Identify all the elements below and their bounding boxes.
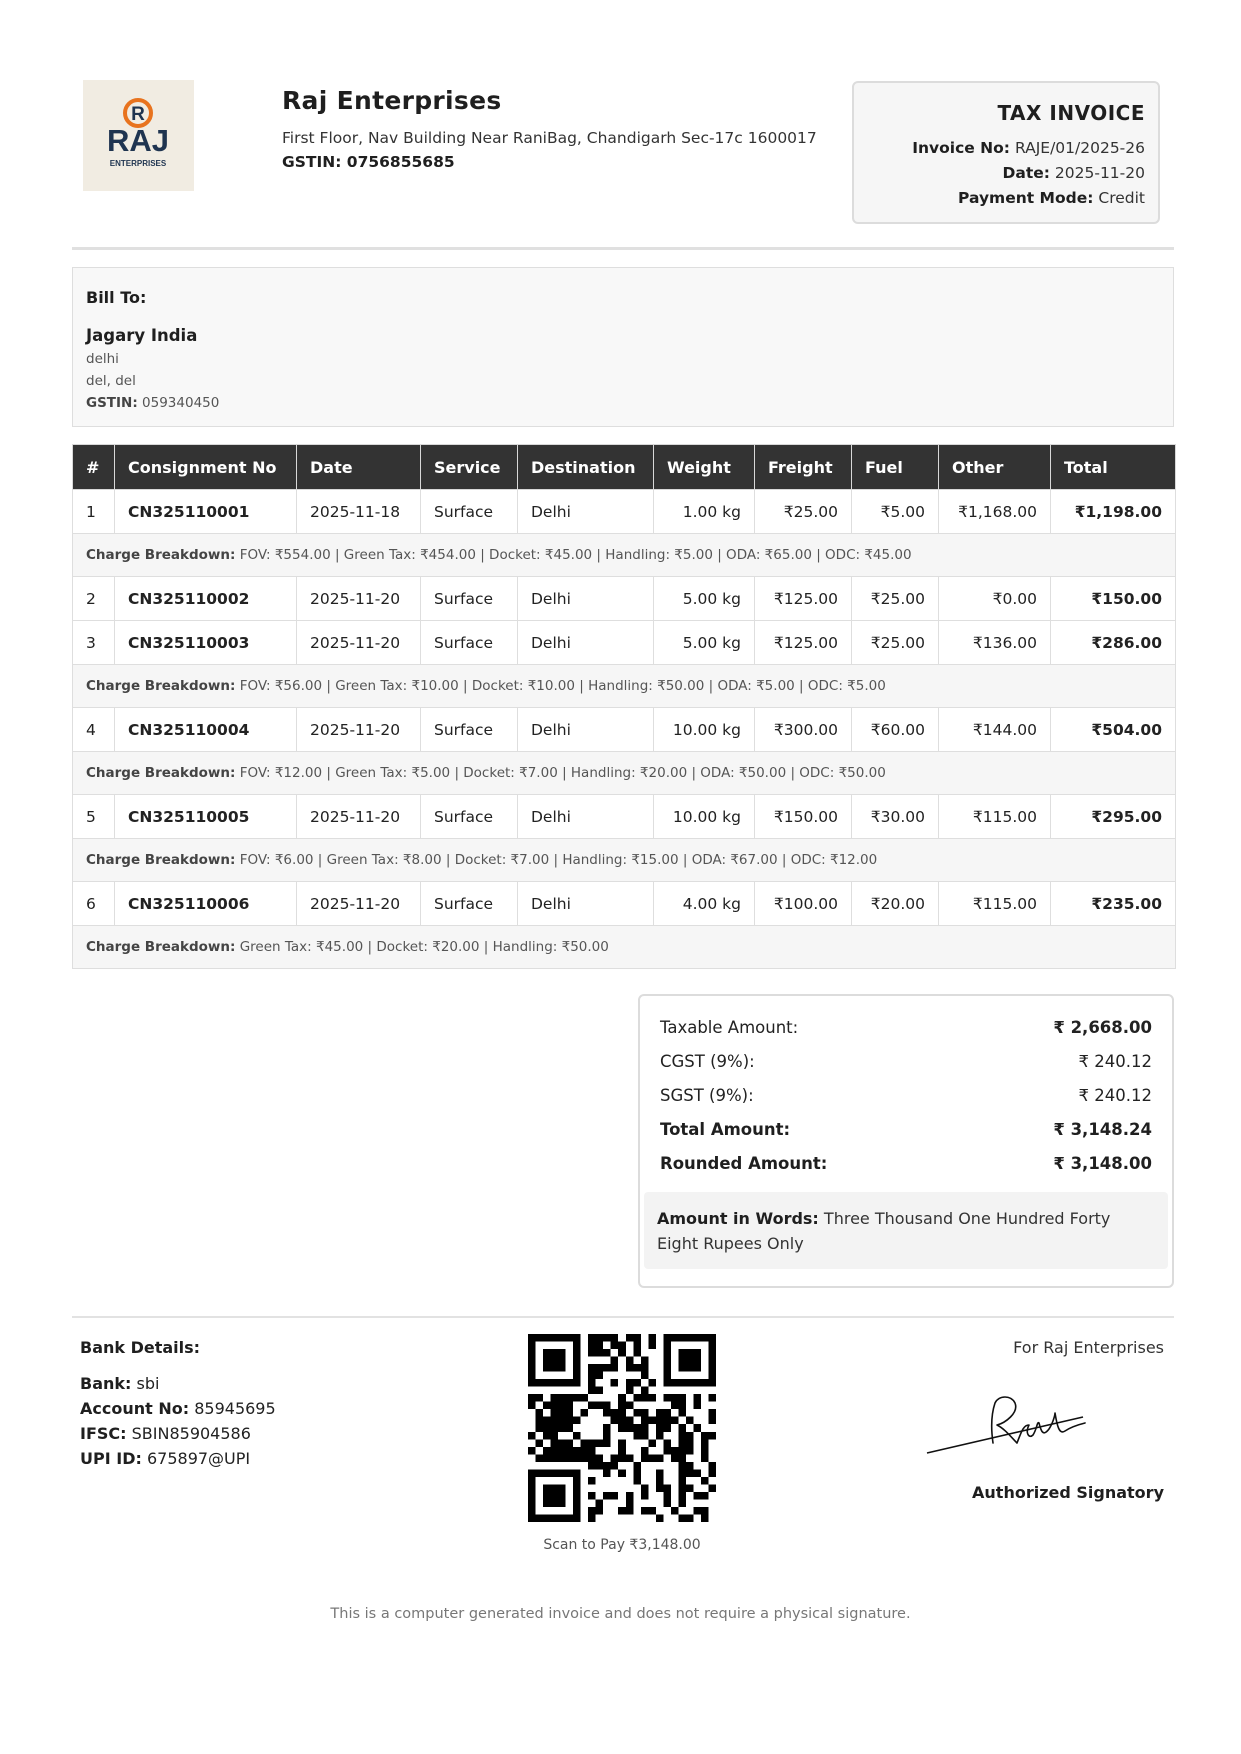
col-header-consignment: Consignment No: [115, 445, 297, 490]
bank-ifsc-label: IFSC:: [80, 1424, 127, 1443]
cell-total: ₹235.00: [1051, 882, 1176, 926]
rounded-value: ₹ 3,148.00: [1053, 1153, 1152, 1173]
amount-in-words-label: Amount in Words:: [657, 1209, 819, 1228]
table-row: [73, 882, 1176, 926]
cell-weight: 4.00 kg: [654, 882, 755, 926]
invoice-number-label: Invoice No:: [912, 139, 1011, 157]
cell-destination: Delhi: [518, 490, 654, 534]
cell-index: 3: [73, 621, 115, 665]
cell-date: 2025-11-18: [297, 490, 421, 534]
cell-date: 2025-11-20: [297, 708, 421, 752]
invoice-meta-box: [852, 81, 1160, 224]
table-row: [73, 577, 1176, 621]
consignment-table: [72, 444, 1176, 969]
cell-fuel: ₹25.00: [852, 577, 939, 621]
cell-destination: Delhi: [518, 621, 654, 665]
cell-total: ₹295.00: [1051, 795, 1176, 839]
col-header-weight: Weight: [654, 445, 755, 490]
cell-weight: 10.00 kg: [654, 708, 755, 752]
cell-service: Surface: [421, 577, 518, 621]
col-header-service: Service: [421, 445, 518, 490]
cell-other: ₹115.00: [939, 795, 1051, 839]
cell-service: Surface: [421, 708, 518, 752]
table-row: [73, 490, 1176, 534]
breakdown-row: [73, 839, 1176, 882]
breakdown-cell: [73, 665, 1176, 708]
table-header-row: [73, 445, 1176, 490]
cell-date: 2025-11-20: [297, 795, 421, 839]
cell-index: 5: [73, 795, 115, 839]
breakdown-text: FOV: ₹12.00 | Green Tax: ₹5.00 | Docket: ₹7.00 | Handling: ₹20.00 | ODA: ₹50.00 | ODC: ₹50.00: [239, 765, 886, 781]
breakdown-label: Charge Breakdown:: [86, 678, 236, 694]
cell-destination: Delhi: [518, 795, 654, 839]
payment-mode-label: Payment Mode:: [958, 189, 1094, 207]
cell-destination: Delhi: [518, 708, 654, 752]
footer-note: This is a computer generated invoice and does not require a physical signature.: [330, 1606, 911, 1622]
cell-freight: ₹125.00: [755, 621, 852, 665]
company-address: First Floor, Nav Building Near RaniBag, Chandigarh Sec-17c 1600017: [282, 129, 817, 147]
footer-divider: [72, 1316, 1174, 1318]
company-gstin: GSTIN: 0756855685: [282, 153, 455, 171]
breakdown-label: Charge Breakdown:: [86, 852, 236, 868]
totals-box: [638, 994, 1174, 1288]
cell-consignment: CN325110006: [115, 882, 297, 926]
signature-company: For Raj Enterprises: [1013, 1338, 1164, 1357]
col-header-index: #: [73, 445, 115, 490]
cell-destination: Delhi: [518, 882, 654, 926]
amount-in-words-value: Three Thousand One Hundred Forty Eight Rupees Only: [657, 1209, 1111, 1253]
cell-service: Surface: [421, 882, 518, 926]
cell-service: Surface: [421, 490, 518, 534]
breakdown-row: [73, 534, 1176, 577]
total-label: Total Amount:: [660, 1119, 791, 1139]
bank-account-label: Account No:: [80, 1399, 190, 1418]
bank-name-value: sbi: [136, 1374, 160, 1393]
payment-mode: [854, 191, 1145, 206]
cell-service: Surface: [421, 621, 518, 665]
logo-subtext: ENTERPRISES: [109, 159, 167, 168]
qr-caption: Scan to Pay ₹3,148.00: [543, 1537, 701, 1553]
breakdown-label: Charge Breakdown:: [86, 939, 236, 955]
cell-fuel: ₹30.00: [852, 795, 939, 839]
sgst-value: ₹ 240.12: [1078, 1085, 1152, 1105]
cell-index: 2: [73, 577, 115, 621]
cell-other: ₹144.00: [939, 708, 1051, 752]
invoice-date: [854, 166, 1145, 181]
cell-weight: 10.00 kg: [654, 795, 755, 839]
bill-to-heading: Bill To:: [86, 288, 147, 307]
cell-other: ₹1,168.00: [939, 490, 1051, 534]
payment-mode-value: Credit: [1098, 189, 1145, 207]
rounded-label: Rounded Amount:: [660, 1153, 828, 1173]
bank-name-label: Bank:: [80, 1374, 132, 1393]
cell-freight: ₹150.00: [755, 795, 852, 839]
bank-name: [80, 1375, 276, 1392]
invoice-title: TAX INVOICE: [997, 101, 1145, 125]
bank-ifsc-value: SBIN85904586: [131, 1424, 251, 1443]
cell-consignment: CN325110004: [115, 708, 297, 752]
bank-upi-label: UPI ID:: [80, 1449, 142, 1468]
col-header-total: Total: [1051, 445, 1176, 490]
breakdown-text: FOV: ₹6.00 | Green Tax: ₹8.00 | Docket: ₹7.00 | Handling: ₹15.00 | ODA: ₹67.00 | ODC: ₹12.00: [239, 852, 878, 868]
breakdown-text: FOV: ₹56.00 | Green Tax: ₹10.00 | Docket: ₹10.00 | Handling: ₹50.00 | ODA: ₹5.00 | ODC: ₹5.00: [239, 678, 886, 694]
cell-fuel: ₹60.00: [852, 708, 939, 752]
breakdown-label: Charge Breakdown:: [86, 547, 236, 563]
cell-total: ₹504.00: [1051, 708, 1176, 752]
cgst-label: CGST (9%):: [660, 1051, 755, 1071]
bank-upi: [80, 1450, 276, 1467]
col-header-other: Other: [939, 445, 1051, 490]
col-header-date: Date: [297, 445, 421, 490]
company-info: [282, 86, 817, 171]
cell-freight: ₹125.00: [755, 577, 852, 621]
bank-details: [80, 1338, 276, 1467]
total-row: [660, 1112, 1152, 1146]
bill-to-gstin: [86, 395, 1173, 412]
logo-word: RAJ: [106, 123, 170, 158]
breakdown-label: Charge Breakdown:: [86, 765, 236, 781]
company-logo: [83, 80, 194, 191]
sgst-label: SGST (9%):: [660, 1085, 754, 1105]
bank-account: [80, 1400, 276, 1417]
invoice-date-label: Date:: [1002, 164, 1050, 182]
total-value: ₹ 3,148.24: [1053, 1119, 1152, 1139]
header-divider: [72, 247, 1174, 250]
bank-account-value: 85945695: [194, 1399, 276, 1418]
breakdown-row: [73, 665, 1176, 708]
bill-to-name: Jagary India: [86, 326, 198, 345]
breakdown-cell: [73, 752, 1176, 795]
sgst-row: [660, 1078, 1152, 1112]
cell-freight: ₹25.00: [755, 490, 852, 534]
breakdown-row: [73, 752, 1176, 795]
bill-to-gstin-value: 059340450: [142, 395, 220, 411]
bank-ifsc: [80, 1425, 276, 1442]
cell-consignment: CN325110003: [115, 621, 297, 665]
col-header-fuel: Fuel: [852, 445, 939, 490]
cell-total: ₹150.00: [1051, 577, 1176, 621]
cell-index: 4: [73, 708, 115, 752]
cell-consignment: CN325110001: [115, 490, 297, 534]
bill-to-gstin-label: GSTIN:: [86, 395, 138, 411]
breakdown-row: [73, 926, 1176, 969]
company-name: Raj Enterprises: [282, 86, 502, 115]
taxable-value: ₹ 2,668.00: [1053, 1017, 1152, 1037]
cell-freight: ₹100.00: [755, 882, 852, 926]
bank-details-heading: Bank Details:: [80, 1338, 201, 1357]
table-row: [73, 795, 1176, 839]
cell-consignment: CN325110002: [115, 577, 297, 621]
cgst-row: [660, 1044, 1152, 1078]
signature-image: [925, 1385, 1095, 1465]
col-header-freight: Freight: [755, 445, 852, 490]
cell-other: ₹136.00: [939, 621, 1051, 665]
col-header-destination: Destination: [518, 445, 654, 490]
cell-service: Surface: [421, 795, 518, 839]
cell-consignment: CN325110005: [115, 795, 297, 839]
bill-to-line1: delhi: [86, 351, 119, 367]
invoice-date-value: 2025-11-20: [1054, 164, 1145, 182]
cell-date: 2025-11-20: [297, 882, 421, 926]
bill-to-box: [72, 267, 1174, 427]
payment-qr-code[interactable]: [528, 1334, 716, 1522]
logo-letter: R: [131, 104, 145, 125]
cell-date: 2025-11-20: [297, 577, 421, 621]
breakdown-cell: [73, 534, 1176, 577]
rounded-row: [660, 1146, 1152, 1180]
breakdown-text: FOV: ₹554.00 | Green Tax: ₹454.00 | Docket: ₹45.00 | Handling: ₹5.00 | ODA: ₹65.00 | ODC: ₹45.00: [239, 547, 912, 563]
bill-to-line2: del, del: [86, 373, 136, 389]
cell-weight: 5.00 kg: [654, 577, 755, 621]
cell-other: ₹0.00: [939, 577, 1051, 621]
cell-index: 6: [73, 882, 115, 926]
table-row: [73, 708, 1176, 752]
table-row: [73, 621, 1176, 665]
breakdown-cell: [73, 926, 1176, 969]
invoice-number-value: RAJE/01/2025-26: [1014, 139, 1145, 157]
cell-other: ₹115.00: [939, 882, 1051, 926]
cell-total: ₹286.00: [1051, 621, 1176, 665]
cell-fuel: ₹25.00: [852, 621, 939, 665]
cell-date: 2025-11-20: [297, 621, 421, 665]
breakdown-text: Green Tax: ₹45.00 | Docket: ₹20.00 | Handling: ₹50.00: [239, 939, 609, 955]
cell-weight: 5.00 kg: [654, 621, 755, 665]
cell-fuel: ₹20.00: [852, 882, 939, 926]
cell-fuel: ₹5.00: [852, 490, 939, 534]
amount-in-words: [644, 1192, 1168, 1269]
taxable-row: [660, 1010, 1152, 1044]
cell-freight: ₹300.00: [755, 708, 852, 752]
bank-upi-value: 675897@UPI: [146, 1449, 251, 1468]
taxable-label: Taxable Amount:: [660, 1017, 799, 1037]
cell-destination: Delhi: [518, 577, 654, 621]
authorized-signatory: Authorized Signatory: [972, 1483, 1164, 1502]
cell-weight: 1.00 kg: [654, 490, 755, 534]
invoice-number: [854, 141, 1145, 156]
cell-total: ₹1,198.00: [1051, 490, 1176, 534]
cgst-value: ₹ 240.12: [1078, 1051, 1152, 1071]
breakdown-cell: [73, 839, 1176, 882]
cell-index: 1: [73, 490, 115, 534]
